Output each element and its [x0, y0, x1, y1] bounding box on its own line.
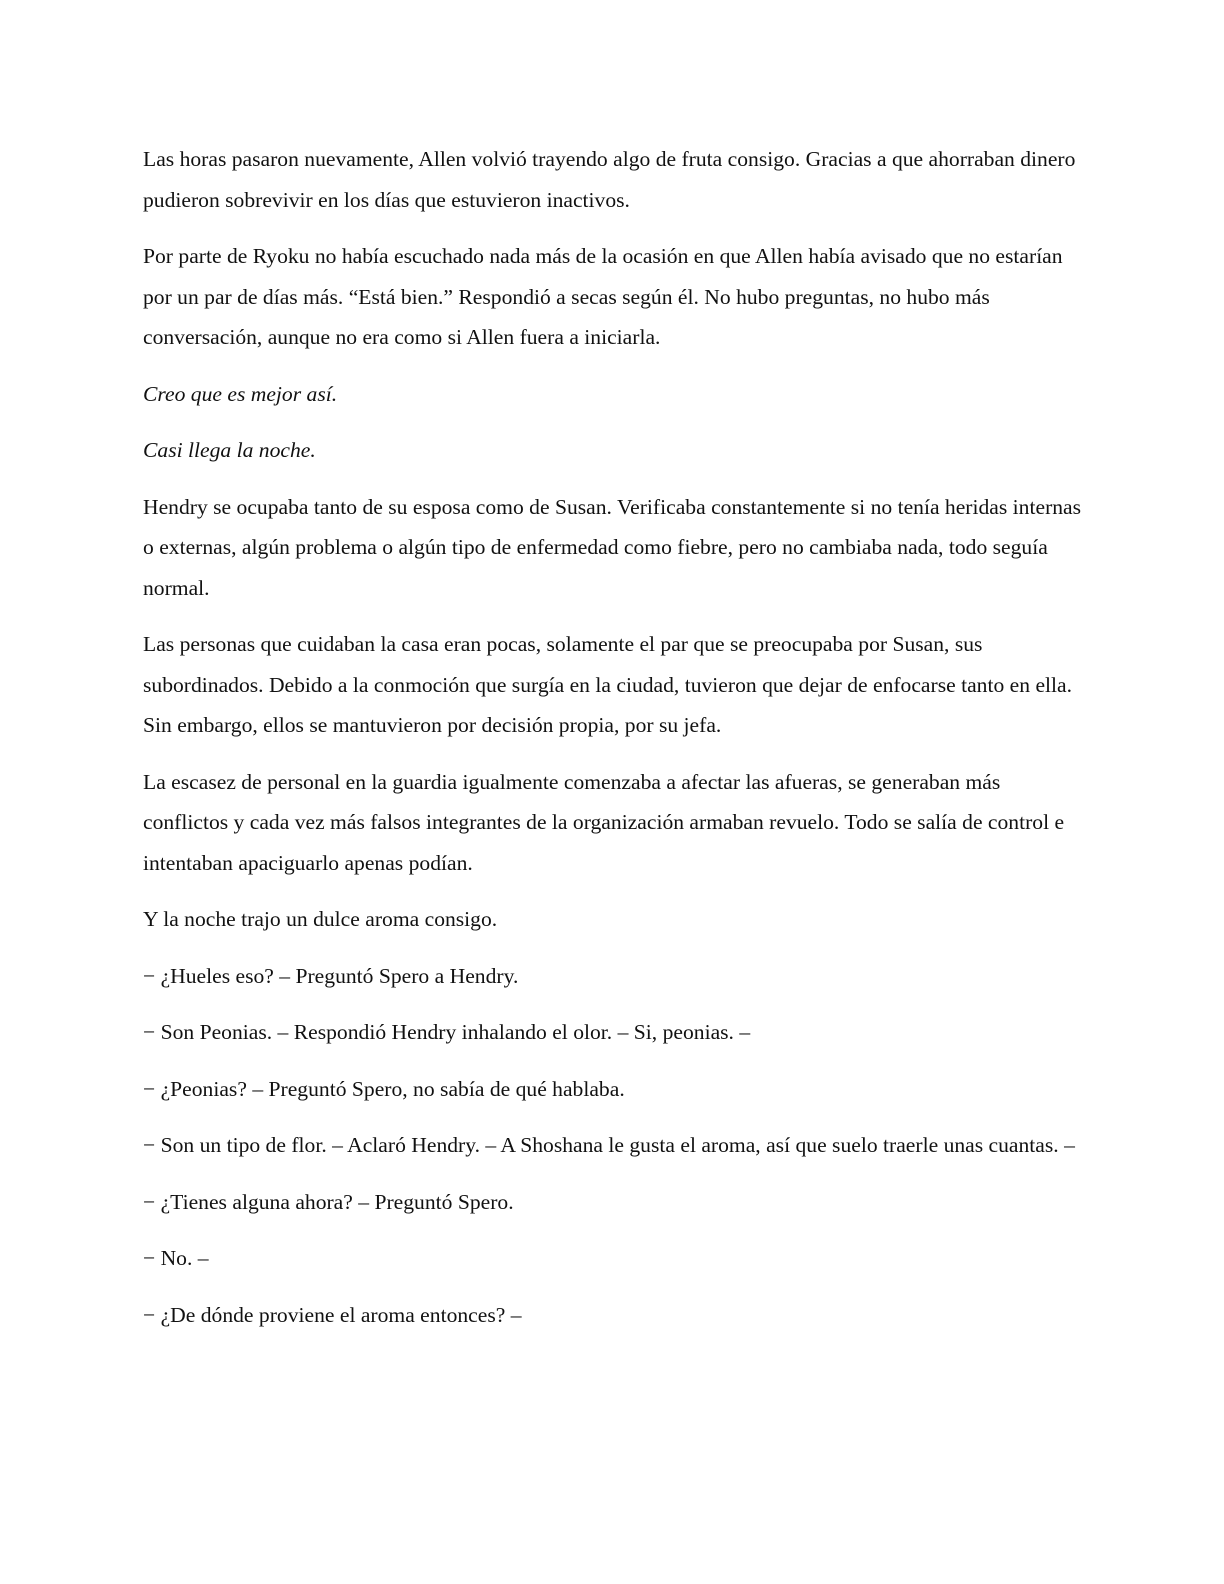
dialogue-line: − Son Peonias. – Respondió Hendry inhalando el olor. – Si, peonias. –: [143, 1020, 751, 1044]
paragraph: Por parte de Ryoku no había escuchado nada más de la ocasión en que Allen había avisado que no estarían por un par de días más. “Está bien.” Respondió a secas según él. No hubo preguntas, no hubo más conversación, aunque no era como si Allen fuera a iniciarla.: [143, 244, 1063, 349]
document-body: [143, 139, 1083, 1351]
paragraph: Las horas pasaron nuevamente, Allen volvió trayendo algo de fruta consigo. Gracias a que ahorraban dinero pudieron sobrevivir en los días que estuvieron inactivos.: [143, 147, 1076, 212]
paragraph: La escasez de personal en la guardia igualmente comenzaba a afectar las afueras, se generaban más conflictos y cada vez más falsos integrantes de la organización armaban revuelo. Todo se salía de control e intentaban apaciguarlo apenas podían.: [143, 769, 1065, 875]
dialogue-line: − Son un tipo de flor. – Aclaró Hendry. – A Shoshana le gusta el aroma, así que suelo traerle unas cuantas. –: [143, 1133, 1075, 1157]
dialogue-line: − ¿De dónde proviene el aroma entonces? –: [143, 1302, 522, 1327]
dialogue-line: − ¿Hueles eso? – Preguntó Spero a Hendry.: [143, 963, 519, 988]
dialogue-line: − No. –: [143, 1246, 209, 1270]
paragraph: Las personas que cuidaban la casa eran pocas, solamente el par que se preocupaba por Susan, sus subordinados. Debido a la conmoción que surgía en la ciudad, tuvieron que dejar de enfocarse tanto en ella. Sin embargo, ellos se mantuvieron por decisión propia, por su jefa.: [143, 632, 1073, 737]
italic-paragraph: Casi llega la noche.: [143, 438, 316, 462]
dialogue-line: − ¿Tienes alguna ahora? – Preguntó Spero.: [143, 1189, 514, 1214]
dialogue-line: − ¿Peonias? – Preguntó Spero, no sabía de qué hablaba.: [143, 1076, 625, 1101]
paragraph: Hendry se ocupaba tanto de su esposa como de Susan. Verificaba constantemente si no tenía heridas internas o externas, algún problema o algún tipo de enfermedad como fiebre, pero no cambiaba nada, todo seguía normal.: [143, 494, 1082, 600]
italic-paragraph: Creo que es mejor así.: [143, 381, 338, 406]
paragraph: Y la noche trajo un dulce aroma consigo.: [143, 907, 498, 931]
